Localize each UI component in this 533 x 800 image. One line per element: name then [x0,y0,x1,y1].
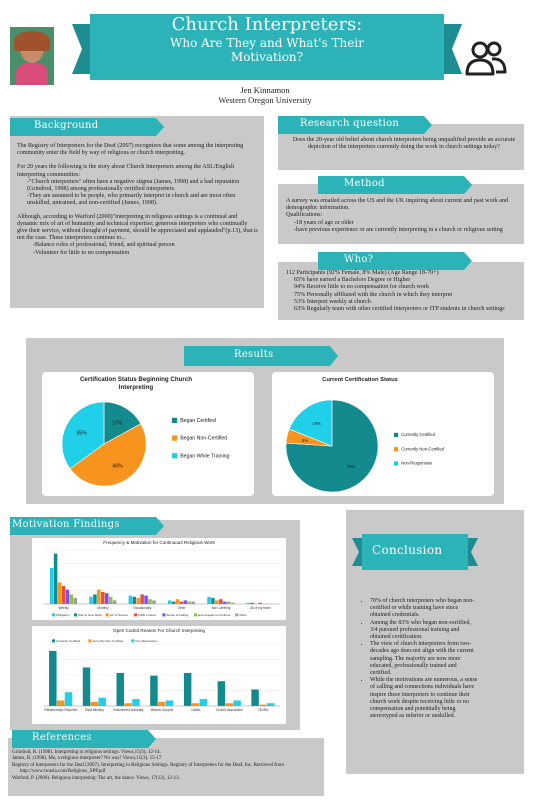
method-line-2: Qualifications: [286,212,323,219]
title-line-3: Motivation? [230,50,304,64]
legend-label: Currently Certified [56,639,81,643]
bar [140,594,144,604]
pie-value-label: 17% [111,420,123,427]
bar [113,600,117,604]
background-p3: -"Church interpreters" often have a negative stigma (James, 1998) and a bad reputation (Grindrod, 1998) among professionally certified interpreters. [27,178,240,193]
results-heading: Results [234,349,274,360]
bar [225,703,232,706]
bar [192,703,199,706]
bar [97,590,101,604]
bar [109,597,113,604]
method-line-3: -18 years of age or older [294,219,354,226]
bar [91,702,98,706]
bar [66,590,70,604]
bar [133,597,137,604]
bar [50,568,54,604]
author-name: Jen Kinnamon [240,85,290,95]
conclusion-item: • The view of church interpreters from two-decades ago does not align with the current sampling. The majority are now more educated, professionally trained and certified. [370,641,478,677]
legend-label: Other [239,613,247,617]
bar [152,600,156,604]
legend-label: Currently Non-Certified [92,639,124,643]
legend-label: Began Certified [180,418,216,424]
bar [215,600,219,604]
category-label: Relationships Required [44,708,78,712]
bar [105,593,109,604]
bar [148,599,152,604]
legend-swatch [172,435,177,440]
who-heading: Who? [344,254,374,265]
who-line-3: 94% Receive little to no compensation for church work [294,284,430,291]
category-label: Deaf Ministry [85,708,104,712]
legend-label: Began Non-Certified [180,435,228,442]
bar [57,700,64,706]
bar [223,602,227,604]
background-p7: -Volunteer for little to no compensation [33,249,130,256]
legend-swatch [131,639,134,642]
people-icon [462,38,510,78]
legend-label: Non-Responsive [135,639,158,643]
category-label: Volunteered Naturally [113,708,144,712]
bar [180,602,184,604]
category-label: Weekly [58,606,69,610]
background-p1: The Registry of Interpreters for the Deaf (2007) recognizes that some among the interpreting community enter the field by way of religious or church interpreting. [17,143,244,157]
bar [227,602,231,604]
background-p6: -Balance roles of professional, friend, and spiritual person [33,242,175,249]
bar [267,703,274,706]
bar [74,598,78,604]
who-line-1: 112 Participants (92% Female, 8% Male) (Age Range 18-70+) [286,270,439,276]
bar [89,597,93,604]
legend-swatch [52,639,55,642]
pie-chart-1 [42,392,254,496]
pie-value-label: 5% [302,437,309,443]
pie-value-label: 48% [112,463,123,470]
legend-swatch [172,453,177,458]
conclusion-item: • While the motivations are numerous, a sense of calling and connections individuals have inspire these interpreters to continue their church work despite receiving little or no compensation and potentially being stereotyped as inferior or unskilled. [370,677,478,720]
legend-label: Sense of Calling [166,613,189,617]
legend-label: Way to Give Back [78,613,102,617]
pie-value-label: 19% [312,421,321,427]
pie-value-label: 35% [76,430,87,437]
category-label: Occasionally [133,606,152,610]
pie-chart-1-title: Certification Status Beginning Church Interpreting [79,376,193,391]
category-label: All of my team [250,606,271,610]
bar [184,600,188,604]
bar [158,702,165,706]
pie-chart-2 [272,388,494,496]
bar [251,689,258,706]
reference-item: Warford, P. (2000). Religious interpreting: The art, the dance. Views, 17(12), 12-13. [12,775,180,781]
category-label: ODIRA [258,708,269,712]
bar-chart-1 [32,546,286,620]
bar [54,554,58,604]
pie-value-label: 76% [346,464,356,470]
legend-swatch [74,613,77,616]
conclusion-item: • 70% of church interpreters who began non-certified or while training have since obtained credentials. [370,598,478,620]
legend-label: Began While Training [180,453,230,460]
bar [166,700,173,706]
method-heading: Method [344,178,385,189]
bar [211,598,215,604]
category-label: Not Currently [211,606,231,610]
bar [70,594,74,604]
legend-label: Non-Responsive [401,460,433,466]
category-label: Other [177,606,186,610]
bar [168,600,172,604]
category-label: Called [191,708,201,712]
bar [176,599,180,604]
background-p5: Although, according to Warford (2000)"interpreting in religious settings is a continual and dynamic mix of art of humanity and technical expertise; generous interpreters who continually give their service, without thought of payment, should be appreciated and applauded"(p.13), that is not the case. These interpreters continue to... [17,213,258,242]
bar [192,602,196,604]
legend-label: Fulfill a Need [138,613,156,617]
category-label: Church Association [215,708,244,712]
legend-swatch [394,433,398,437]
bar [207,597,211,604]
author-photo [10,27,54,85]
who-line-2: 65% have earned a Bachelors Degree or Higher [294,277,411,284]
research-heading: Research question [300,118,400,129]
who-line-6: 63% Regularly team with other certified interpreters or ITP students in church settings [294,306,505,313]
bar [93,594,97,604]
motivation-heading: Motivation Findings [12,519,120,530]
pie-chart-2-title: Current Certification Status [322,377,398,383]
bar [65,692,72,706]
reference-item: Grindrod, R. (1998). Interpreting in religious settings. Views,15(3), 12-14. [12,750,161,755]
legend-swatch [394,461,398,465]
legend-swatch [134,613,137,616]
legend-swatch [172,418,177,423]
legend-label: Act of Service [109,613,129,617]
bar [150,676,157,706]
bar [184,673,191,706]
conclusion-item: • Among the 83% who began non-certified, 3/4 pursued professional training and obtained certification. [370,620,478,642]
who-line-5: 53% Interpret weekly at church [294,298,371,305]
reference-item: James, R. (1998). Me, a religious interpreter? No way! Views,15(3), 15-17. [12,756,163,762]
bar [99,698,106,706]
bar [116,673,123,706]
category-label: Monthly [97,606,109,610]
conclusion-heading: Conclusion [372,543,443,557]
reference-item: Registry of Interpreters for the Deaf (2007). Interpreting in Religious Settings. Registry of Interpreters for the Deaf, Inc. Retrieved from http://www.rwasla.com/Religious_SPP.pdf [12,762,284,775]
bar [219,599,223,604]
bar [200,699,207,706]
bar [129,596,133,604]
affiliation: Western Oregon University [218,95,312,105]
background-heading: Background [34,120,99,131]
legend-swatch [394,447,398,451]
legend-swatch [162,613,165,616]
bar-chart-2 [32,634,286,724]
bar [132,699,139,706]
bar [172,602,176,604]
conclusion-list [346,598,478,720]
legend-label: Currently Certified [401,432,435,437]
method-line-4: -have previous experience or are currently interpreting in a church or religious setting [294,226,503,233]
bar [218,681,225,706]
bar-chart-1-title: Frequency & Motivation for Continuous Religious Work [103,540,215,545]
background-p4: -They are assumed to be people, who primarily interpret in church and are most often unskilled, untrained, and non-certified (James, 1998). [27,193,236,207]
bar [144,596,148,604]
bar [49,651,56,706]
title-line-1: Church Interpreters: [171,14,363,35]
legend-swatch [194,613,197,616]
legend-swatch [235,613,238,616]
bar [58,582,62,604]
legend-label: Obligation [56,613,70,617]
research-text: Does the 20-year old belief about church interpreters being unqualified provide an accurate depiction of the interpreters currently doing the work in church settings today? [292,137,516,151]
who-line-4: 75% Personally affiliated with the church in which they interpret [294,291,453,298]
category-label: Mission Support [150,708,174,712]
title-line-2: Who Are They and What's Their [170,36,364,50]
bar [83,667,90,706]
bar [124,703,131,706]
legend-swatch [88,639,91,642]
legend-swatch [106,613,109,616]
bar-chart-2-title: Open Coded Reason For Church Interpreting [113,628,205,633]
legend-label: Currently Non-Certified [401,446,445,452]
background-p2: For 20 years the following is the story about Church Interpreters among the ASL/English interpreting communities: [17,164,235,178]
legend-label: Encouraged to Continue [198,613,231,617]
bar [101,592,105,604]
bar [233,700,240,706]
bar [136,598,140,604]
method-line-1: A survey was emailed across the US and the UK inquiring about current and past work and demographic information. [286,198,509,212]
legend-swatch [52,613,55,616]
references-heading: References [32,732,92,743]
bar [188,602,192,604]
bar [62,586,66,604]
